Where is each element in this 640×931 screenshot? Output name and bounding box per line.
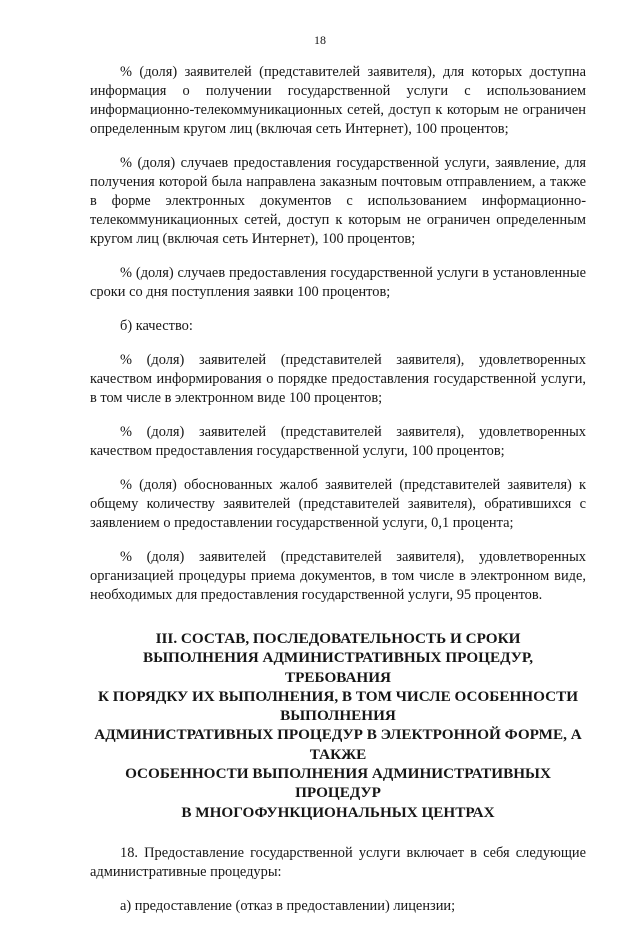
paragraph-service-satisfaction: % (доля) заявителей (представителей заявителя), удовлетворенных качеством предоставления государственной услуги, 100 процентов; bbox=[90, 424, 586, 459]
section-heading-line: III. СОСТАВ, ПОСЛЕДОВАТЕЛЬНОСТЬ И СРОКИ bbox=[155, 630, 521, 647]
section-heading-line: АДМИНИСТРАТИВНЫХ ПРОЦЕДУР В ЭЛЕКТРОННОЙ ФОРМЕ, А bbox=[94, 726, 582, 744]
paragraph-availability-info: % (доля) заявителей (представителей заявителя), для которых доступна информация о получении государственной услуги с использованием информационно-телекоммуникационных сетей, доступ к которым не ограничен определенным кругом лиц (включая сеть Интернет), 100 процентов; bbox=[90, 64, 586, 137]
section-heading bbox=[90, 629, 586, 822]
section-heading-line: ТАКЖЕ bbox=[309, 745, 367, 763]
section-heading-line: ВЫПОЛНЕНИЯ АДМИНИСТРАТИВНЫХ ПРОЦЕДУР, ТРЕБОВАНИЯ bbox=[142, 649, 534, 686]
paragraph-informing-satisfaction: % (доля) заявителей (представителей заявителя), удовлетворенных качеством информирования о порядке предоставления государственной услуги, в том числе в электронном виде 100 процентов; bbox=[90, 352, 586, 406]
paragraph-timely-cases: % (доля) случаев предоставления государственной услуги в установленные сроки со дня поступления заявки 100 процентов; bbox=[90, 265, 586, 300]
paragraph-document-intake-satisfaction: % (доля) заявителей (представителей заявителя), удовлетворенных организацией процедуры приема документов, в том числе в электронном виде, необходимых для предоставления государственной услуги, 95 процентов. bbox=[90, 549, 586, 603]
section-heading-line: В МНОГОФУНКЦИОНАЛЬНЫХ ЦЕНТРАХ bbox=[181, 803, 495, 821]
paragraph-postal-electronic-cases: % (доля) случаев предоставления государственной услуги, заявление, для получения которой была направлена заказным почтовым отправлением, а также в форме электронных документов с использованием информационно-телекоммуникационных сетей, доступ к которым не ограничен определенным кругом лиц (включая сеть Интернет), 100 процентов; bbox=[90, 155, 586, 247]
paragraph-complaints-share: % (доля) обоснованных жалоб заявителей (представителей заявителя) к общему количеству заявителей (представителей заявителя), обратившихся с заявлением о предоставлении государственной услуги, 0,1 процента; bbox=[90, 477, 586, 531]
section-heading-line: ПРОЦЕДУР bbox=[295, 784, 381, 802]
paragraph-license-procedure: а) предоставление (отказ в предоставлении) лицензии; bbox=[120, 897, 456, 914]
section-heading-line: ОСОБЕННОСТИ ВЫПОЛНЕНИЯ АДМИНИСТРАТИВНЫХ bbox=[125, 765, 551, 783]
section-heading-line: ВЫПОЛНЕНИЯ bbox=[280, 707, 396, 725]
page-content bbox=[90, 63, 586, 931]
page-number: 18 bbox=[314, 33, 326, 47]
section-heading-line: К ПОРЯДКУ ИХ ВЫПОЛНЕНИЯ, В ТОМ ЧИСЛЕ ОСОБЕННОСТИ bbox=[97, 687, 579, 705]
paragraph-procedures-intro: 18. Предоставление государственной услуги включает в себя следующие административные процедуры: bbox=[90, 844, 586, 880]
paragraph-quality-label: б) качество: bbox=[120, 318, 193, 334]
